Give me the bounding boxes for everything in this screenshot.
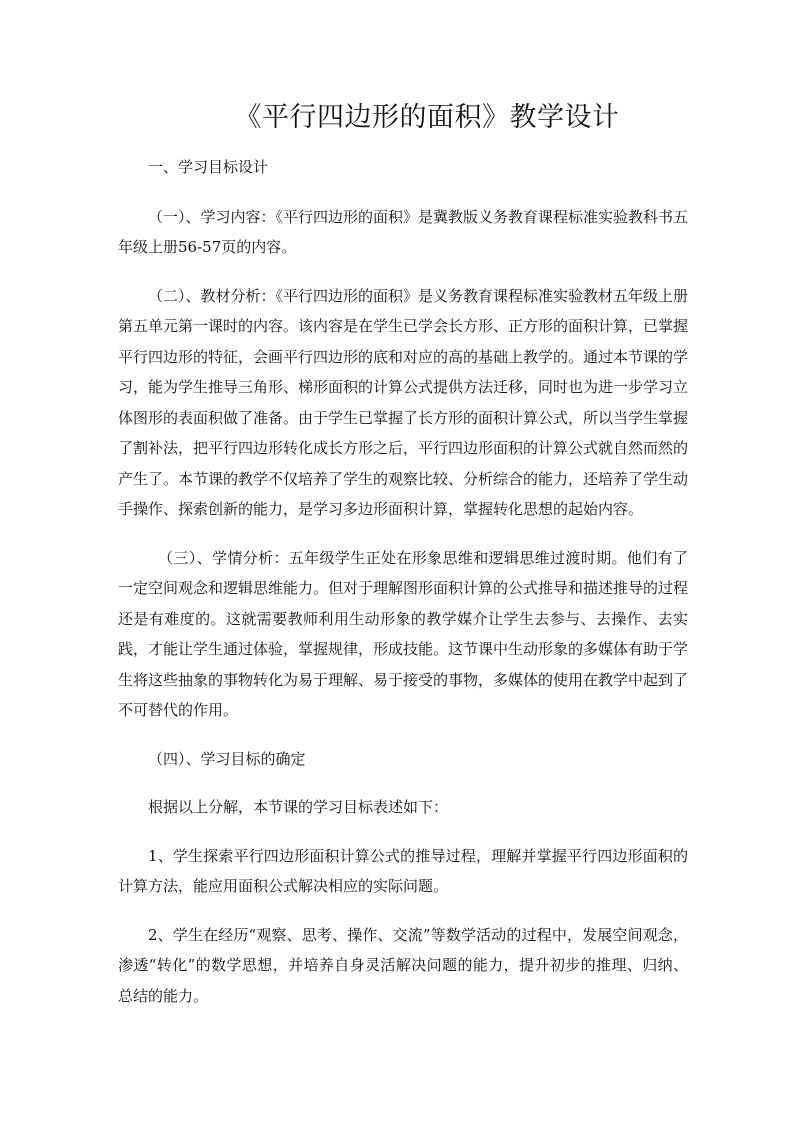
- section-heading: 一、学习目标设计: [148, 158, 269, 176]
- paragraph-objectives-intro: 根据以上分解，本节课的学习目标表述如下：: [148, 798, 449, 816]
- paragraph-objectives-heading: （四）、学习目标的确定: [148, 749, 306, 768]
- paragraph-objective-2: 2、学生在经历“观察、思考、操作、交流”等数学活动的过程中，发展空间观念，渗透“转化”的数学思想，并培养自身灵活解决问题的能力，提升初步的推理、归纳、总结的能力。: [118, 925, 688, 1005]
- paragraph-textbook-analysis: （二）、教材分析：《平行四边形的面积》是义务教育课程标准实验教材五年级上册第五单元第一课时的内容。该内容是在学生已学会长方形、正方形的面积计算，已掌握平行四边形的特征，会画平行四边形的底和对应的高的基础上教学的。通过本节课的学习，能为学生推导三角形、梯形面积的计算公式提供方法迁移，同时也为进一步学习立体图形的表面积做了准备。由于学生已掌握了长方形的面积计算公式，所以当学生掌握了割补法，把平行四边形转化成长方形之后，平行四边形面积的计算公式就自然而然的产生了。本节课的教学不仅培养了学生的观察比较、分析综合的能力，还培养了学生动手操作、探索创新的能力，是学习多边形面积计算，掌握转化思想的起始内容。: [118, 286, 689, 518]
- paragraph-student-analysis: （三）、学情分析：五年级学生正处在形象思维和逻辑思维过渡时期。他们有了一定空间观念和逻辑思维能力。但对于理解图形面积计算的公式推导和描述推导的过程还是有难度的。这就需要教师利用生动形象的教学媒介让学生去参与、去操作、去实践，才能让学生通过体验，掌握规律，形成技能。这节课中生动形象的多媒体有助于学生将这些抽象的事物转化为易于理解、易于接受的事物，多媒体的使用在教学中起到了不可替代的作用。: [118, 548, 689, 719]
- document-body: [118, 152, 688, 1029]
- document-title: 《平行四边形的面积》教学设计: [234, 102, 620, 133]
- paragraph-objective-1: 1、学生探索平行四边形面积计算公式的推导过程，理解并掌握平行四边形面积的计算方法，能应用面积公式解决相应的实际问题。: [118, 846, 688, 895]
- paragraph-learning-content: （一）、学习内容：《平行四边形的面积》是冀教版义务教育课程标准实验教科书五年级上册56-57页的内容。: [118, 207, 689, 256]
